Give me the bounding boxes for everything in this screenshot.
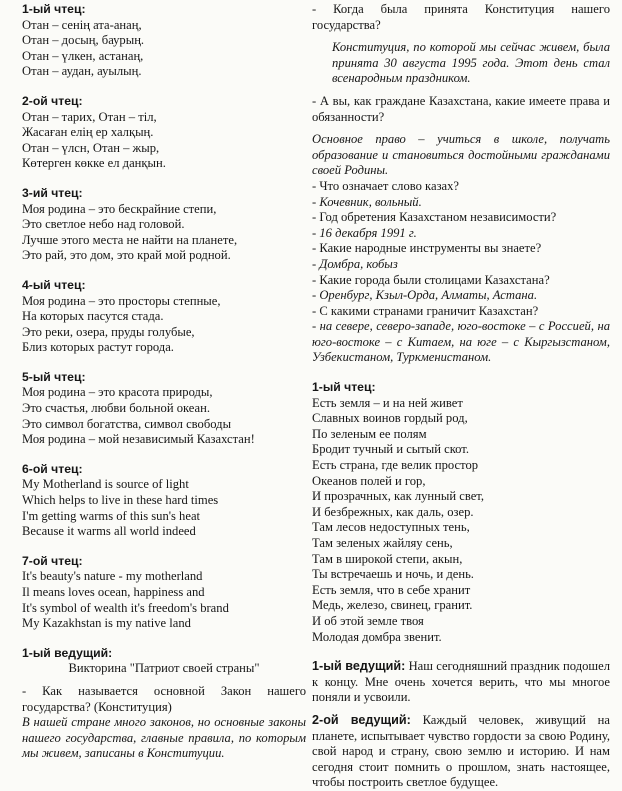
reader-heading: 6-ой чтец: [22, 461, 83, 476]
reader-3-block [22, 186, 306, 264]
reader-6-block [22, 462, 306, 540]
poem-line: Океанов полей и гор, [312, 473, 426, 488]
reader-7-block [22, 554, 306, 632]
poem-line: Близ которых растут города. [22, 340, 174, 355]
right-column [312, 2, 610, 791]
poem-line: Это символ богатства, символ свободы [22, 416, 232, 431]
poem-line: Есть страна, где велик простор [312, 458, 479, 473]
quiz-question: - Когда была принята Конституция нашего государства? [312, 2, 610, 32]
reader-1-block [22, 2, 306, 80]
quiz-question: - Как называется основной Закон нашего государства? (Конституция) [22, 683, 306, 714]
reader-heading: 7-ой чтец: [22, 553, 83, 568]
poem-line: Молодая домбра звенит. [312, 629, 442, 644]
poem-line: На которых пасутся стада. [22, 309, 164, 324]
poem-line: Because it warms all world indeed [22, 524, 196, 539]
quiz-answer: В нашей стране много законов, но основные законы нашего государства, главные правила, по которым мы живем, записаны в Конституции. [22, 715, 306, 761]
quiz-answer: - 16 декабря 1991 г. [312, 225, 417, 240]
host-2-closing [312, 713, 610, 791]
poem-line: И безбрежных, как даль, озер. [312, 504, 474, 519]
reader-heading: 1-ый чтец: [22, 2, 86, 16]
poem-line: Это реки, озера, пруды голубые, [22, 324, 195, 339]
reader-heading: 3-ий чтец: [22, 185, 83, 200]
poem-line: Славных воинов гордый род, [312, 411, 468, 426]
reader-heading: 5-ый чтец: [22, 369, 86, 384]
poem-line: Жасаған елің ер халқың. [22, 125, 154, 140]
host-1-closing [312, 659, 610, 706]
poem-line: Это рай, это дом, это край мой родной. [22, 248, 231, 263]
poem-line: Which helps to live in these hard times [22, 493, 219, 508]
poem-line: Моя родина – это просторы степные, [22, 293, 221, 308]
poem-line: Лучше этого места не найти на планете, [22, 232, 238, 247]
host-text: Наш сегодняшний праздник подошел к концу. Мне очень хочется верить, что мы многое поняли и усвоили. [312, 659, 610, 705]
poem-line: Это светлое небо над головой. [22, 217, 185, 232]
reader-5-block [22, 370, 306, 448]
poem-line: Отан – үлкен, астанаң, [22, 48, 144, 63]
host-heading: 1-ый ведущий: [22, 645, 113, 660]
poem-line: Ты встречаешь и ночь, и день. [312, 567, 474, 582]
poem-line: I'm getting warms of this sun's heat [22, 508, 201, 523]
poem-line: Отан – сенің ата-анаң, [22, 17, 142, 32]
poem-line: Моя родина – это красота природы, [22, 385, 213, 400]
reader-4-block [22, 278, 306, 356]
poem-line: Моя родина – мой независимый Казахстан! [22, 432, 255, 447]
poem-line: Отан – аудан, ауылың. [22, 64, 142, 79]
quiz-question: - Год обретения Казахстаном независимости? [312, 210, 557, 225]
quiz-answer: - Кочевник, вольный. [312, 194, 422, 209]
quiz-answer: - Оренбург, Кзыл-Орда, Алматы, Астана. [312, 288, 538, 303]
reader-heading: 1-ый чтец: [312, 380, 376, 395]
poem-line: Там лесов недоступных тень, [312, 520, 470, 535]
reader-heading: 2-ой чтец: [22, 93, 83, 108]
quiz-question: - Какие народные инструменты вы знаете? [312, 241, 542, 256]
quiz-question: - Какие города были столицами Казахстана? [312, 272, 550, 287]
poem-line: Көтерген көкке ел данқын. [22, 156, 166, 171]
poem-line: Там зеленых жайляу сень, [312, 536, 453, 550]
left-column [22, 2, 306, 762]
poem-line: My Motherland is source of light [22, 477, 189, 492]
host-quiz-block [22, 646, 306, 762]
poem-line: It's symbol of wealth it's freedom's brand [22, 600, 229, 615]
reader-2-block [22, 94, 306, 172]
host-heading: 1-ый ведущий: [312, 659, 406, 674]
quiz-answer: - Домбра, кобыз [312, 256, 398, 271]
poem-line: И прозрачных, как лунный свет, [312, 489, 485, 504]
host-text: Каждый человек, живущий на планете, испытывает чувство гордости за свою Родину, свой народ и страну, свою землю и историю. И нам сегодня стоит помнить о прошлом, знать настоящее, чтобы построить светлое будущее. [312, 712, 610, 790]
host-heading: 2-ой ведущий: [312, 712, 411, 727]
poem-line: My Kazakhstan is my native land [22, 616, 191, 631]
poem-line: Отан – тарих, Отан – тіл, [22, 109, 157, 124]
quiz-answer: - на севере, северо-западе, юго-востоке – с Россией, на юго-востоке – с Китаем, на юге – с Кыргызстаном, Узбекистаном, Туркменистаном. [312, 319, 610, 365]
poem-line: It's beauty's nature - my motherland [22, 569, 203, 584]
poem-line: Моя родина – это бескрайние степи, [22, 201, 217, 216]
poem-line: Там в широкой степи, акын, [312, 551, 463, 566]
poem-line: Есть земля, что в себе хранит [312, 582, 471, 597]
poem-line: Есть земля – и на ней живет [312, 395, 463, 410]
poem-line: И об этой земле твоя [312, 613, 424, 628]
poem-line: Il means loves ocean, happiness and [22, 585, 205, 599]
poem-line: По зеленым ее полям [312, 426, 427, 441]
poem-line: Бродит тучный и сытый скот. [312, 442, 470, 457]
quiz-question: - А вы, как граждане Казахстана, какие имеете права и обязанности? [312, 93, 610, 124]
reader-heading: 4-ый чтец: [22, 277, 86, 292]
quiz-question: - Что означает слово казах? [312, 178, 460, 193]
poem-line: Это счастья, любви больной океан. [22, 401, 211, 416]
quiz-answer: Конституция, по которой мы сейчас живем, была принята 30 августа 1995 года. Этот день стал всенародным праздником. [332, 40, 610, 86]
poem-line: Отан – досың, баурың. [22, 33, 145, 48]
quiz-question: - С какими странами граничит Казахстан? [312, 303, 539, 318]
reader-1-poem-block [312, 380, 610, 645]
poem-line: Отан – үлсн, Отан – жыр, [22, 140, 160, 155]
quiz-answer: Основное право – учиться в школе, получать образование и становиться достойными гражданами своей Родины. [312, 132, 610, 178]
poem-line: Медь, железо, свинец, гранит. [312, 598, 473, 613]
quiz-title: Викторина "Патриот своей страны" [68, 661, 260, 676]
